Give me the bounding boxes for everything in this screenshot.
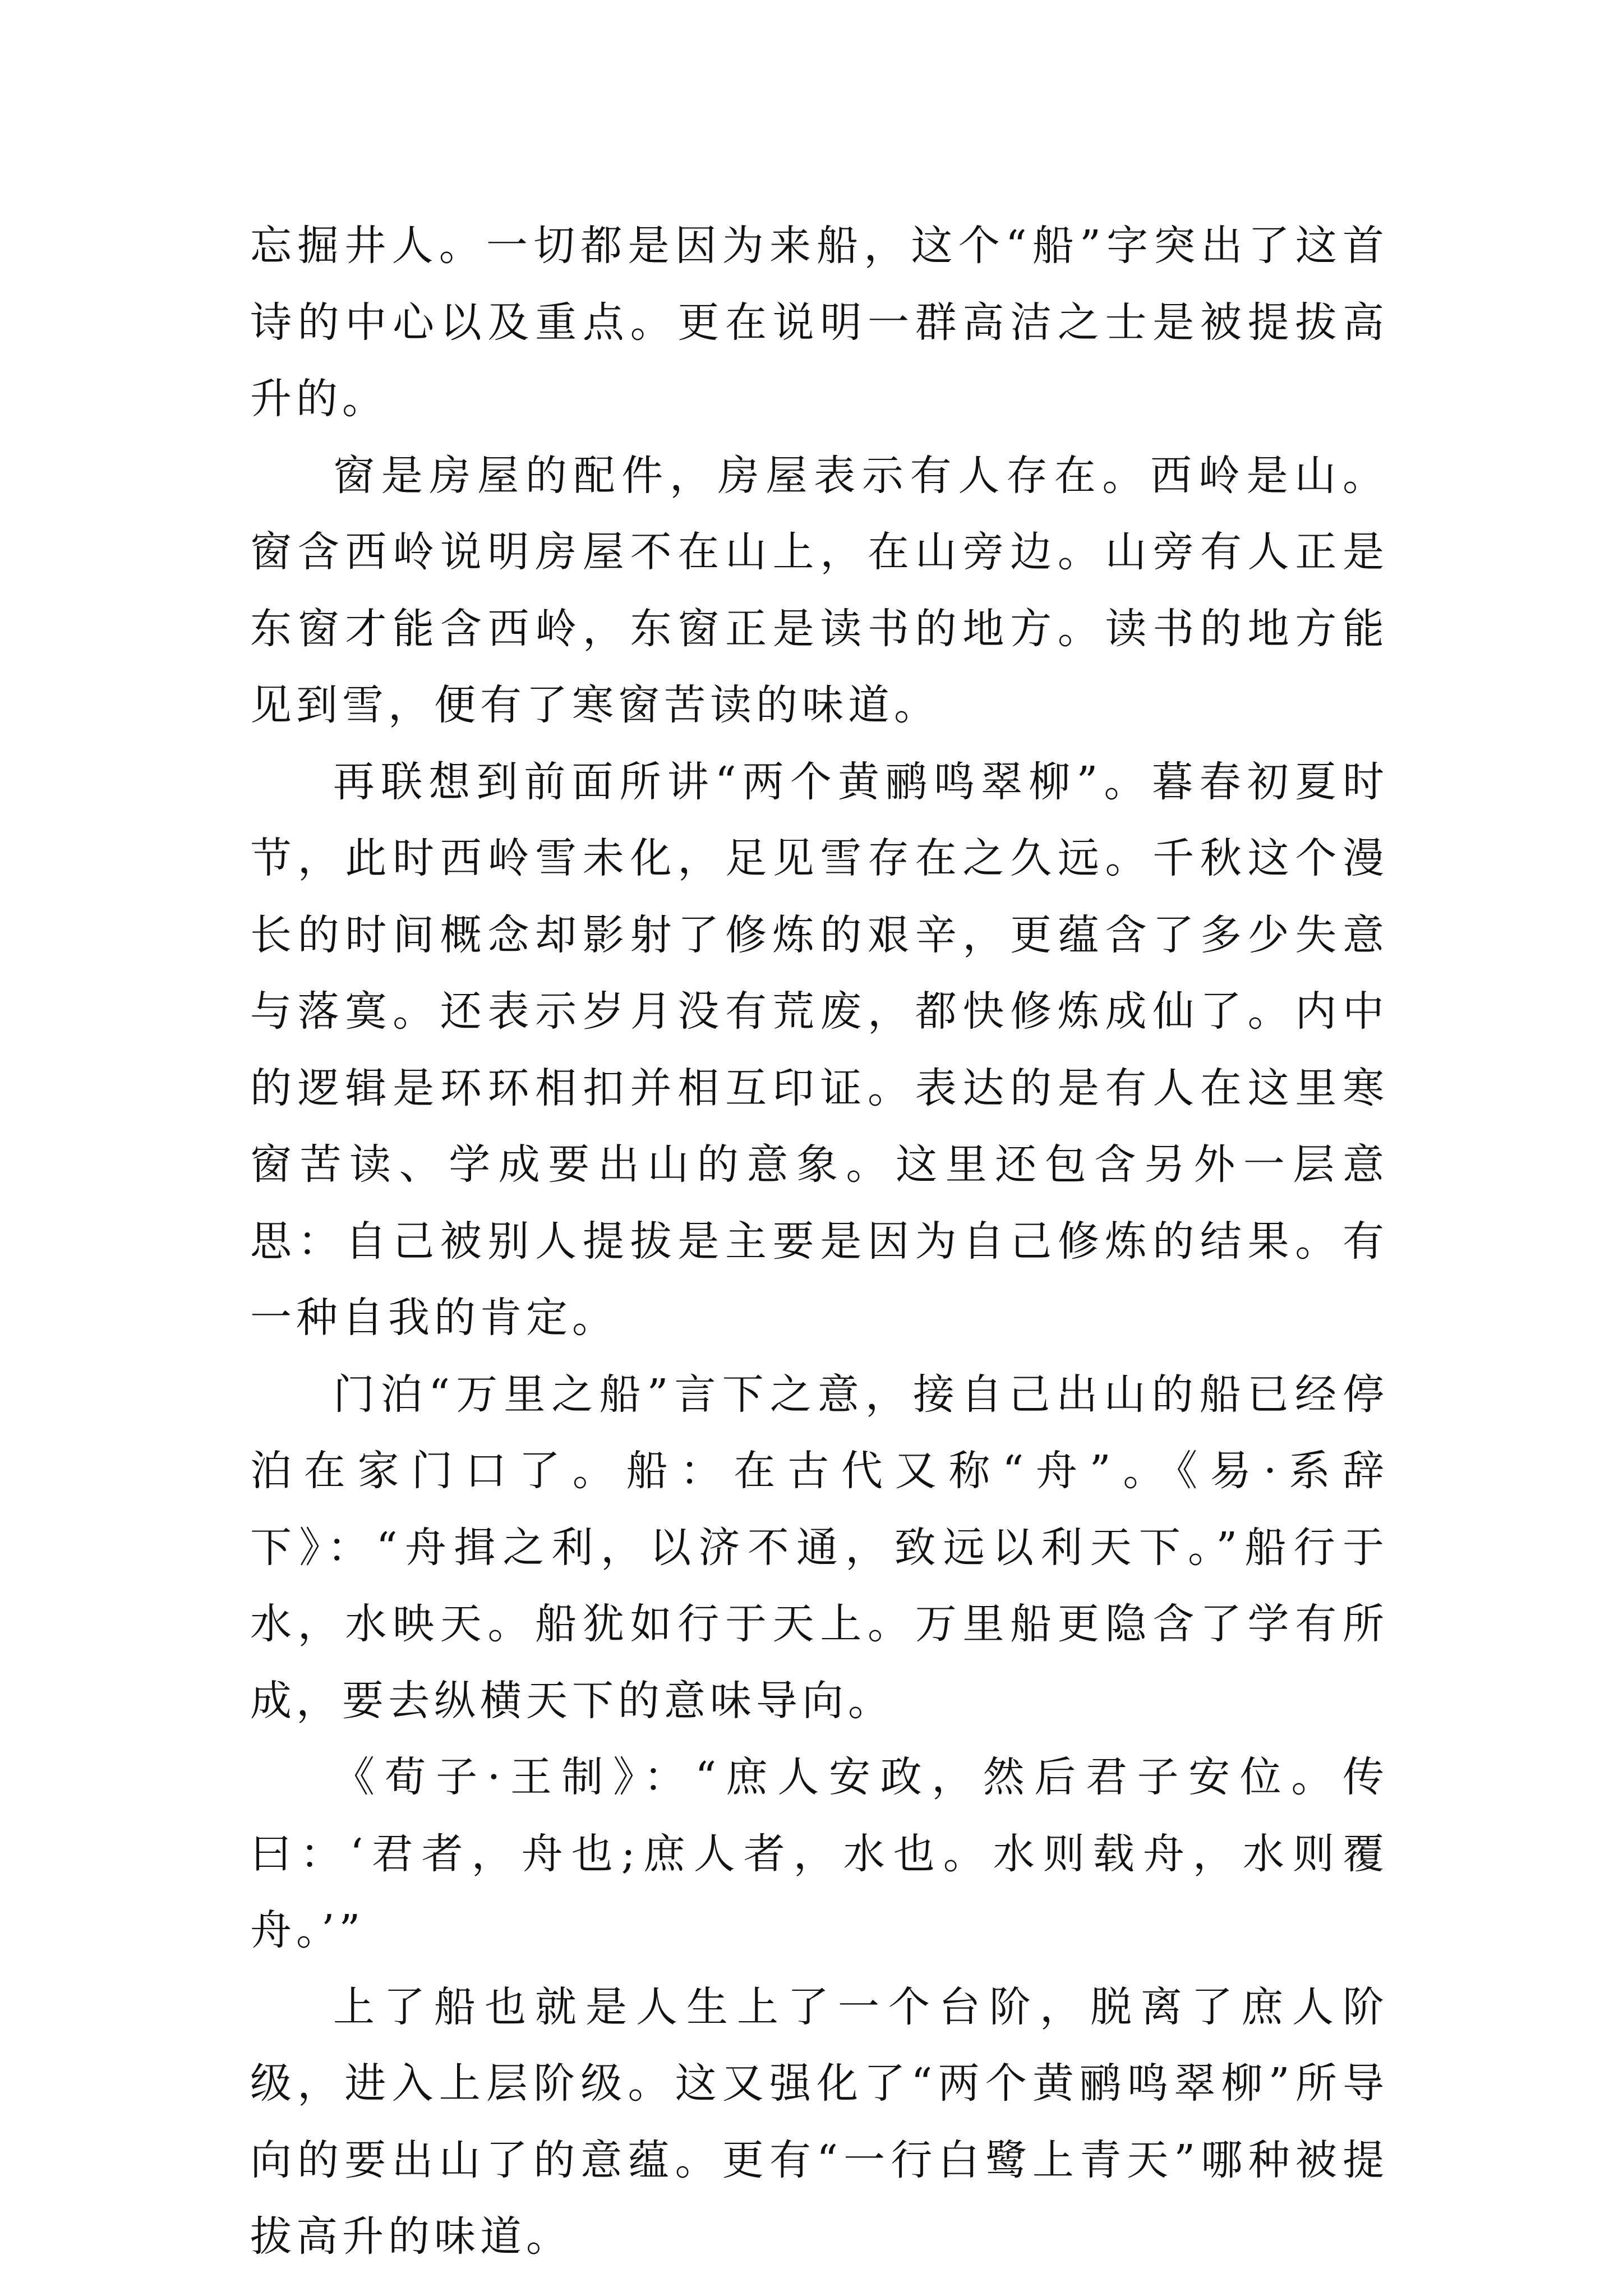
paragraph-xunzi-quote: 《荀子·王制》：“庶人安政，然后君子安位。传曰：‘君者，舟也;庶人者，水也。水则载舟，水则覆舟。’” <box>250 1753 1389 1954</box>
paragraph-orioles: 再联想到前面所讲“两个黄鹂鸣翠柳”。暮春初夏时节，此时西岭雪未化，足见雪存在之久远。千秋这个漫长的时间概念却影射了修炼的艰辛，更蕴含了多少失意与落寞。还表示岁月没有荒废，都快修炼成仙了。内中的逻辑是环环相扣并相互印证。表达的是有人在这里寒窗苦读、学成要出山的意象。这里还包含另外一层意思：自己被别人提拔是主要是因为自己修炼的结果。有一种自我的肯定。 <box>250 757 1389 1342</box>
body-text <box>250 208 1389 2275</box>
paragraph-conclusion: 上了船也就是人生上了一个台阶，脱离了庶人阶级，进入上层阶级。这又强化了“两个黄鹂鸣翠柳”所导向的要出山了的意蕴。更有“一行白鹭上青天”哪种被提拔高升的味道。 <box>250 1982 1389 2261</box>
paragraph-window: 窗是房屋的配件，房屋表示有人存在。西岭是山。窗含西岭说明房屋不在山上，在山旁边。山旁有人正是东窗才能含西岭，东窗正是读书的地方。读书的地方能见到雪，便有了寒窗苦读的味道。 <box>250 451 1389 729</box>
paragraph-continued: 忘掘井人。一切都是因为来船，这个“船”字突出了这首诗的中心以及重点。更在说明一群高洁之士是被提拔高升的。 <box>250 222 1389 423</box>
paragraph-boat: 门泊“万里之船”言下之意，接自己出山的船已经停泊在家门口了。船：在古代又称“舟”。《易·系辞下》：“舟揖之利，以济不通，致远以利天下。”船行于水，水映天。船犹如行于天上。万里船更隐含了学有所成，要去纵横天下的意味导向。 <box>250 1370 1389 1725</box>
